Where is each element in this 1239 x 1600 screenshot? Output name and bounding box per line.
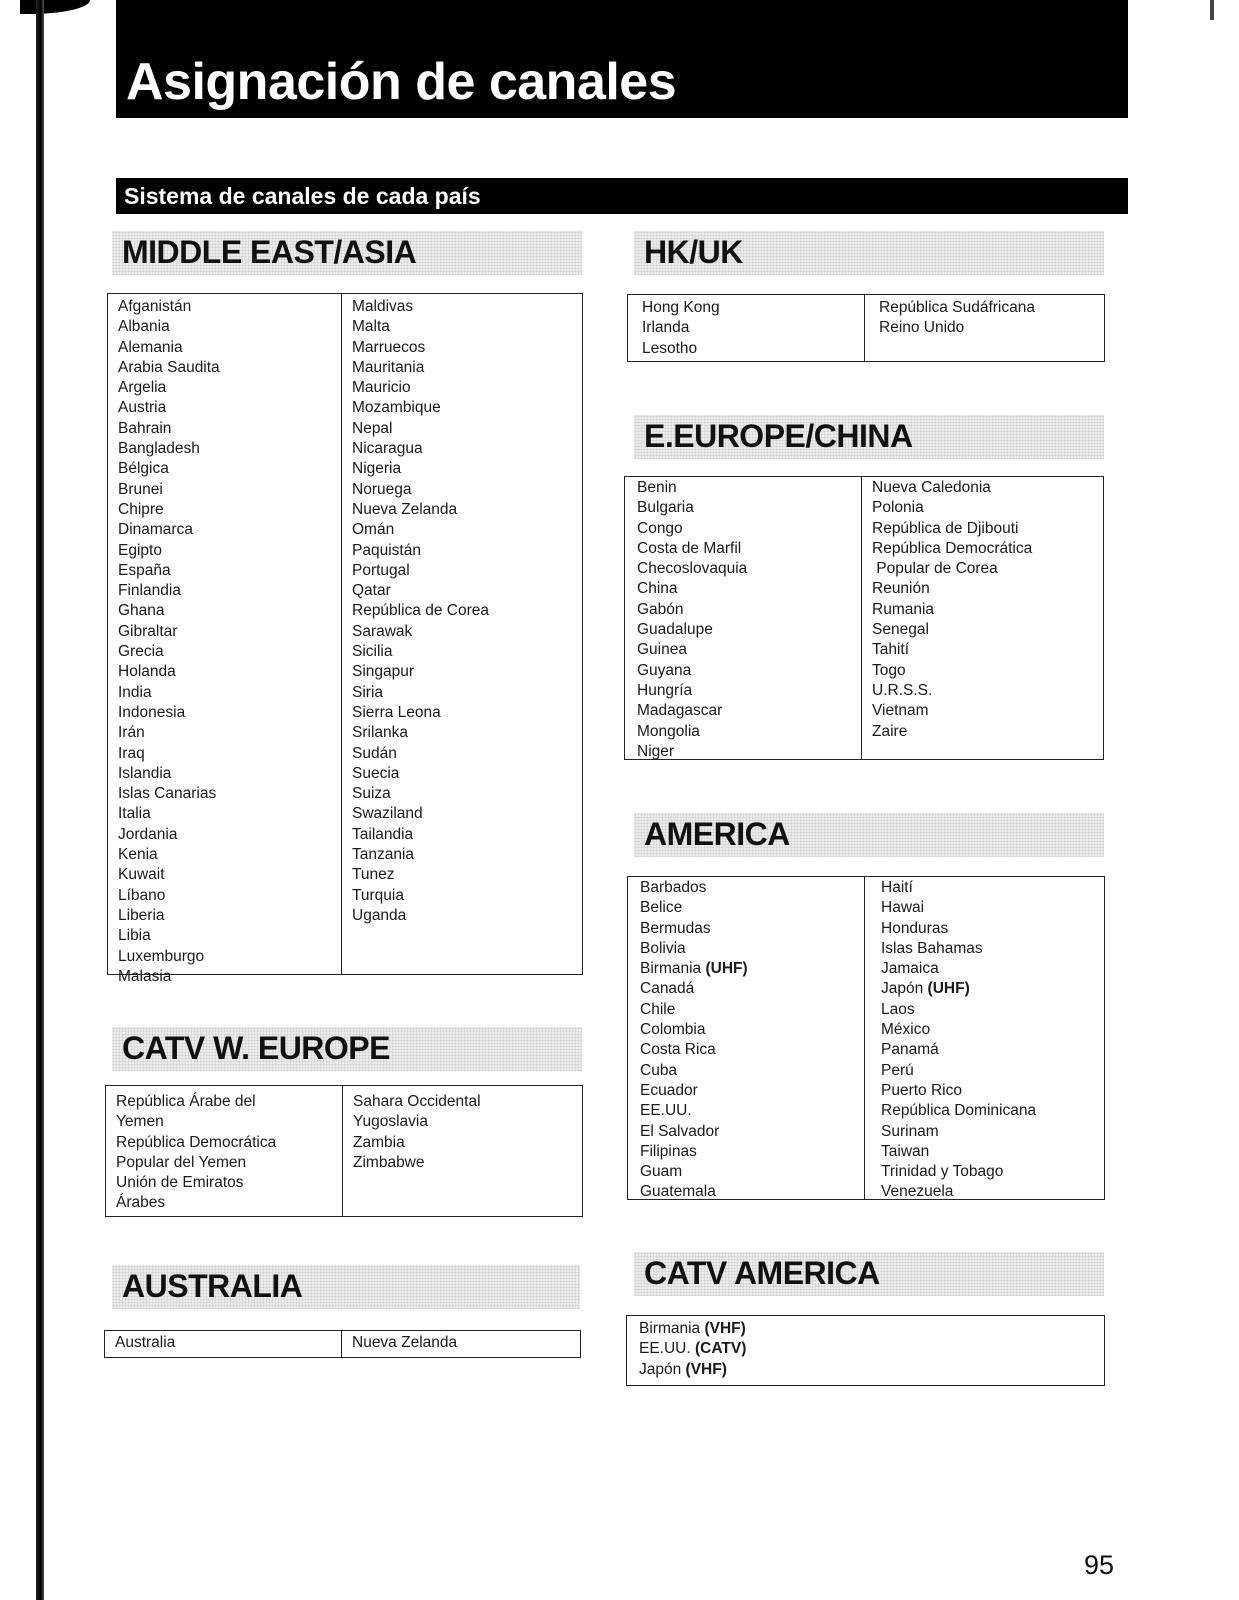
country-column [861,477,1103,759]
region-heading-label: E.EUROPE/CHINA [644,418,913,454]
country-entry: Nueva Zelanda [352,1334,458,1351]
country-entry: Sudán [352,744,397,762]
country-entry: Birmania (UHF) [640,960,748,978]
country-entry: Hawai [881,899,925,917]
country-entry: Tanzania [352,846,415,864]
country-entry: Islandia [118,764,172,782]
country-entry: Nicaragua [352,440,423,458]
country-entry: Australia [115,1334,176,1351]
country-entry: Qatar [352,582,391,600]
country-entry: Puerto Rico [881,1081,962,1099]
country-entry: Yemen [116,1113,164,1131]
country-entry: Jordania [118,825,178,843]
country-entry: Sierra Leona [352,703,441,721]
country-entry: Cuba [640,1061,678,1079]
country-entry: Tailandia [352,825,414,843]
country-entry: El Salvador [640,1122,720,1140]
country-column [864,295,1104,361]
country-entry: Malta [352,318,390,336]
country-entry: Zimbabwe [353,1153,425,1171]
country-entry: Perú [881,1061,914,1079]
country-entry: Venezuela [881,1183,954,1201]
country-column [628,877,864,1199]
country-entry: Portugal [352,561,410,579]
region-heading-label: MIDDLE EAST/ASIA [122,234,417,270]
country-entry: Guatemala [640,1183,716,1201]
country-entry: Popular de Corea [872,560,998,578]
country-entry: Gabón [637,600,684,618]
country-entry: Siria [352,683,384,701]
country-entry: Bermudas [640,919,711,937]
country-column [105,1331,341,1357]
country-entry: España [118,561,171,579]
country-entry: Mauritania [352,358,425,376]
country-table-hk-uk [627,294,1105,362]
country-entry: U.R.S.S. [872,681,933,699]
region-heading-hk-uk [634,231,1104,275]
band-qualifier: (VHF) [685,1360,727,1378]
country-entry: Zaire [872,722,908,740]
country-entry: Zambia [353,1133,405,1151]
country-entry: Reino Unido [879,319,965,337]
region-heading-catv-w-europe [112,1027,582,1071]
country-entry: Suiza [352,785,391,803]
country-table-middle-east-asia [107,293,583,985]
country-entry: Nigeria [352,460,402,478]
country-entry: Filipinas [640,1142,697,1160]
country-entry: Benin [637,479,677,496]
country-entry: Sicilia [352,643,393,661]
country-entry: Arabia Saudita [118,358,220,376]
country-entry: Lesotho [642,339,698,357]
country-entry: Jamaica [881,960,939,978]
country-entry: Hungría [637,681,693,699]
country-entry: EE.UU. (CATV) [639,1340,747,1358]
country-entry: Canadá [640,980,695,998]
country-entry: Yugoslavia [353,1113,428,1131]
country-table-australia [104,1330,581,1358]
country-entry: Gibraltar [118,622,178,640]
country-column [106,1086,342,1216]
band-qualifier: (UHF) [705,960,748,978]
region-heading-label: AUSTRALIA [122,1268,303,1304]
country-column [625,477,861,759]
country-entry: Irán [118,724,145,742]
band-qualifier: (CATV) [694,1340,747,1358]
scan-edge-mark [1210,0,1214,20]
country-entry: Líbano [118,886,166,904]
country-entry: Islas Canarias [118,785,217,803]
country-entry: Reunión [872,580,930,598]
region-heading-label: AMERICA [644,816,790,852]
country-entry: Japón (UHF) [881,980,970,998]
country-entry: Vietnam [872,702,929,720]
country-entry: Bangladesh [118,440,200,458]
country-entry: México [881,1021,931,1039]
country-entry: República Sudáfricana [879,299,1035,316]
country-entry: Taiwan [881,1142,930,1160]
country-entry: Togo [872,661,906,679]
country-entry: Polonia [872,499,924,517]
country-entry: Swaziland [352,805,423,823]
country-entry: Checoslovaquia [637,560,748,578]
country-entry: Kuwait [118,866,165,884]
country-entry: República Democrática [116,1133,277,1151]
country-entry: Costa Rica [640,1041,716,1059]
country-entry: Laos [881,1000,915,1018]
region-heading-e-europe-china [634,415,1104,459]
country-entry: Singapur [352,663,415,681]
country-entry: Haití [881,879,913,896]
country-table-e-europe-china [624,476,1104,760]
country-entry: Honduras [881,919,949,937]
region-heading-label: CATV W. EUROPE [122,1030,390,1066]
region-heading-australia [112,1265,580,1309]
country-entry: Turquia [352,886,404,904]
country-entry: Malasia [118,967,172,985]
country-entry: Islas Bahamas [881,939,983,957]
country-entry: Ecuador [640,1081,698,1099]
country-entry: Barbados [640,879,707,896]
country-entry: Bélgica [118,460,169,478]
country-entry: Irlanda [642,319,690,337]
country-entry: Guadalupe [637,621,713,639]
region-heading-label: CATV AMERICA [644,1255,880,1291]
country-entry: Nepal [352,419,393,437]
country-entry: Mauricio [352,379,411,397]
country-entry: Italia [118,805,151,823]
country-entry: Hong Kong [642,299,720,316]
country-entry: Chile [640,1000,676,1018]
country-column [342,1086,582,1216]
binding-shadow-top [20,0,90,14]
country-entry: Congo [637,519,683,537]
country-entry: Senegal [872,621,929,639]
country-entry: Noruega [352,480,412,498]
country-entry: Popular del Yemen [116,1153,247,1171]
country-entry: República Democrática [872,539,1033,557]
country-entry: Liberia [118,906,165,924]
country-entry: Bolivia [640,939,686,957]
country-entry: Unión de Emiratos [116,1174,244,1192]
country-column [108,294,341,985]
country-entry: República de Djibouti [872,519,1019,537]
country-entry: Árabes [116,1194,166,1212]
country-entry: EE.UU. [640,1102,692,1120]
country-entry: Bulgaria [637,499,694,517]
country-entry: Niger [637,742,675,760]
country-entry: Trinidad y Tobago [881,1163,1004,1181]
country-entry: Costa de Marfil [637,539,742,557]
country-entry: Maldivas [352,298,414,315]
country-entry: Guam [640,1163,683,1181]
country-entry: Uganda [352,906,407,924]
band-qualifier: (VHF) [704,1320,746,1337]
country-entry: Rumania [872,600,935,618]
country-entry: Surinam [881,1122,939,1140]
country-table-america [627,876,1105,1200]
country-entry: Nueva Zelanda [352,500,458,518]
region-heading-middle-east-asia [112,231,582,275]
country-entry: Austria [118,399,167,417]
country-entry: Birmania (VHF) [639,1320,746,1337]
country-entry: Afganistán [118,298,192,315]
country-entry: Kenia [118,846,158,864]
page-title: Asignación de canales [126,53,677,111]
country-table-catv-w-europe [105,1085,583,1217]
region-heading-label: HK/UK [644,234,743,270]
country-entry: Panamá [881,1041,939,1059]
country-entry: Madagascar [637,702,723,720]
country-entry: Libia [118,927,151,945]
country-entry: Finlandia [118,582,181,600]
country-entry: Ghana [118,602,165,620]
band-qualifier: (UHF) [927,980,970,998]
country-entry: Tahití [872,641,910,659]
country-entry: China [637,580,678,598]
country-entry: Brunei [118,480,163,498]
country-entry: Suecia [352,764,400,782]
country-entry: Sahara Occidental [353,1093,481,1110]
country-entry: Colombia [640,1021,706,1039]
country-entry: Mongolia [637,722,700,740]
country-entry: Tunez [352,866,395,884]
country-entry: India [118,683,152,701]
country-entry: Sarawak [352,622,413,640]
country-entry: Nueva Caledonia [872,479,991,496]
region-heading-america [634,813,1104,857]
country-entry: República Dominicana [881,1102,1037,1120]
country-entry: Egipto [118,541,162,559]
country-entry: Iraq [118,744,145,762]
country-entry: Mozambique [352,399,441,417]
country-table-catv-america [626,1315,1105,1386]
country-entry: Guyana [637,661,692,679]
country-column [341,294,582,974]
country-entry: Marruecos [352,338,426,356]
section-title: Sistema de canales de cada país [124,183,481,209]
country-entry: Argelia [118,379,167,397]
country-column [341,1331,580,1357]
country-entry: Belice [640,899,683,917]
page-number: 95 [1083,1550,1114,1580]
country-entry: Luxemburgo [118,947,205,965]
country-entry: República Árabe del [116,1093,256,1110]
country-entry: República de Corea [352,602,490,620]
country-entry: Holanda [118,663,176,681]
country-entry: Srilanka [352,724,408,742]
country-entry: Japón (VHF) [639,1360,727,1378]
country-column [627,1316,1104,1385]
country-entry: Omán [352,521,395,539]
country-entry: Albania [118,318,170,336]
country-entry: Bahrain [118,419,172,437]
country-column [628,295,864,361]
country-entry: Grecia [118,643,164,661]
country-entry: Alemania [118,338,183,356]
country-entry: Indonesia [118,703,186,721]
country-entry: Dinamarca [118,521,193,539]
country-entry: Chipre [118,500,164,518]
binding-edge [36,0,44,1600]
region-heading-catv-america [634,1252,1104,1296]
country-entry: Paquistán [352,541,421,559]
country-column [864,877,1104,1199]
country-entry: Guinea [637,641,687,659]
